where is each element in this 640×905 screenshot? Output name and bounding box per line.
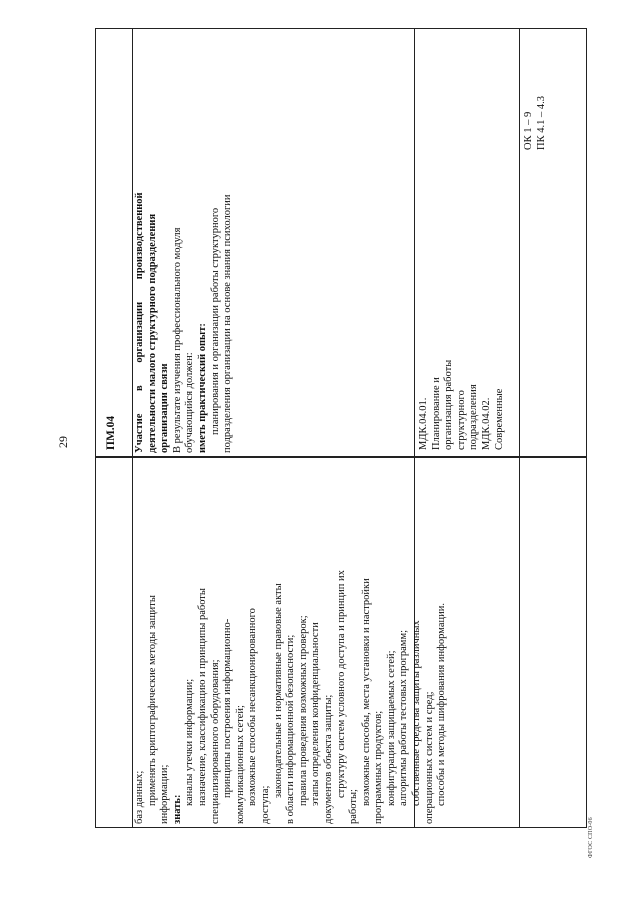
text-line: доступа; — [259, 785, 271, 824]
text-line: каналы утечки информации; — [184, 678, 196, 806]
mdk-title: подразделения — [468, 384, 480, 450]
mdk-title: организация работы — [443, 359, 455, 450]
prev-row-content — [134, 468, 449, 824]
text-line: применять криптографические методы защиты — [146, 595, 158, 806]
text-line: законодательные и нормативные правовые акты — [272, 583, 284, 798]
section-heading: знать: — [171, 794, 183, 824]
text-line: планирования и организации работы структурного — [209, 207, 221, 435]
mdk-title: структурного — [455, 390, 467, 450]
text-line: возможные способы несанкционированного — [247, 608, 259, 806]
text-line: этапы определения конфиденциальности — [310, 622, 322, 806]
mdk-code: МДК.04.02. — [480, 397, 492, 450]
section-heading: иметь практический опыт: — [196, 323, 208, 453]
text-line: принципы построения информационно- — [222, 618, 234, 798]
text-line: программных продуктов; — [373, 710, 385, 824]
text-line: обучающийся должен: — [184, 352, 196, 453]
text-line: конфигурации защищаемых сетей; — [385, 650, 397, 806]
module-code: ПМ.04 — [105, 415, 117, 450]
text-line: баз данных; — [134, 770, 145, 824]
page-number: 29 — [56, 436, 70, 448]
text-line: операционных систем и сред; — [423, 691, 435, 824]
module-title: Участие в организации производственной — [134, 192, 145, 453]
text-line: правила проведения возможных проверок; — [297, 615, 309, 806]
competence-list — [523, 96, 548, 150]
module-title: организации связи — [159, 363, 171, 453]
text-line: специализированного оборудования; — [209, 659, 221, 824]
text-line: документов объекта защиты; — [322, 694, 334, 824]
mdk-title: Современные — [493, 388, 505, 450]
text-line: информации; — [159, 764, 171, 824]
code-column — [95, 28, 132, 828]
text-line: структуру систем условного доступа и принцип их — [335, 570, 347, 798]
footer-label: ФГОС СПО-06 — [588, 817, 594, 858]
text-line: подразделения организации на основе знания психологии — [222, 194, 234, 453]
text-line: В результате изучения профессионального модуля — [171, 227, 183, 453]
text-line: способы и методы шифрования информации. — [436, 603, 448, 806]
competence-ok: ОК 1 – 9 — [523, 111, 534, 150]
competence-pk: ПК 4.1 – 4.3 — [535, 96, 547, 150]
text-line: коммуникационных сетей; — [234, 705, 246, 824]
module-title: деятельности малого структурного подразделения — [146, 213, 158, 453]
new-row-content — [134, 33, 235, 453]
mdk-code: МДК.04.01. — [418, 397, 429, 450]
competence-column — [519, 28, 587, 828]
text-line: возможные способы, места установки и настройки — [360, 578, 372, 806]
mdk-column — [414, 28, 519, 828]
text-line: алгоритмы работы тестовых программ; — [398, 629, 410, 806]
text-line: в области информационной безопасности; — [285, 634, 297, 824]
mdk-list — [418, 90, 506, 450]
rotated-table — [95, 28, 587, 828]
text-line: собственные средства защиты различных — [411, 620, 423, 806]
mdk-title: Планирование и — [430, 377, 442, 450]
text-line: назначение, классификацию и принципы работы — [196, 588, 208, 806]
text-line: работы; — [348, 789, 360, 824]
